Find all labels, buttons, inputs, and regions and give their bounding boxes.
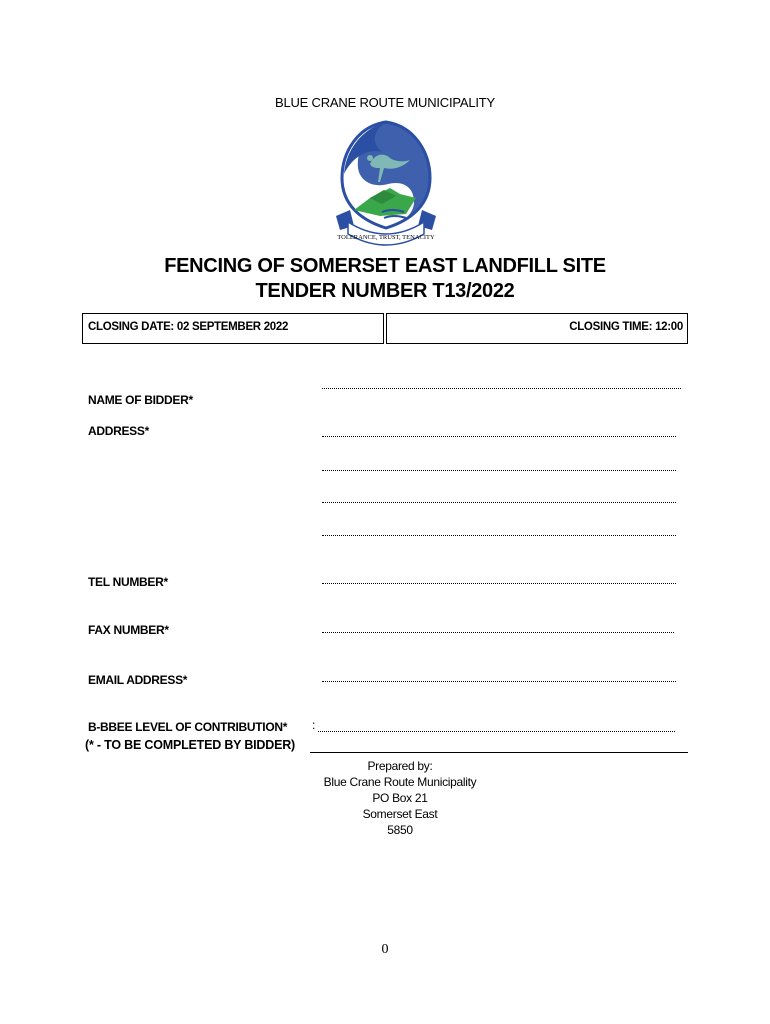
prepared-by-org: Blue Crane Route Municipality: [323, 775, 477, 789]
tender-title: FENCING OF SOMERSET EAST LANDFILL SITE: [164, 255, 606, 277]
closing-info-table: [82, 313, 688, 344]
municipality-logo: [330, 118, 442, 252]
address-line-3[interactable]: [322, 501, 676, 503]
required-note: (* - TO BE COMPLETED BY BIDDER): [85, 738, 296, 752]
divider-rule: [310, 752, 688, 753]
closing-date: CLOSING DATE: 02 SEPTEMBER 2022: [88, 321, 289, 333]
address-line-4[interactable]: [322, 534, 676, 536]
prepared-by-po-box: PO Box 21: [372, 791, 428, 805]
fax-number-label: FAX NUMBER*: [88, 623, 169, 637]
name-input-line[interactable]: [322, 387, 681, 389]
email-address-label: EMAIL ADDRESS*: [88, 673, 188, 687]
email-address-line[interactable]: [322, 680, 676, 682]
bbee-level-label: B-BBEE LEVEL OF CONTRIBUTION*: [88, 720, 288, 734]
address-line-1[interactable]: [322, 435, 676, 437]
name-of-bidder-label: NAME OF BIDDER*: [88, 393, 193, 407]
prepared-by-label: Prepared by:: [367, 759, 433, 773]
municipality-name: BLUE CRANE ROUTE MUNICIPALITY: [274, 95, 496, 110]
tel-number-label: TEL NUMBER*: [88, 575, 168, 589]
closing-date-cell: [82, 313, 384, 344]
svg-text:TOLERANCE, TRUST, TENACITY: TOLERANCE, TRUST, TENACITY: [337, 234, 435, 241]
prepared-by-block: [300, 758, 500, 838]
page-number: 0: [381, 942, 389, 957]
bbee-level-line[interactable]: [318, 730, 675, 732]
tender-number: TENDER NUMBER T13/2022: [255, 280, 515, 302]
prepared-by-postal-code: 5850: [387, 823, 413, 837]
closing-time: CLOSING TIME: 12:00: [569, 321, 683, 333]
closing-time-cell: [386, 313, 688, 344]
crest-icon: [330, 118, 442, 252]
prepared-by-town: Somerset East: [362, 807, 438, 821]
fax-number-line[interactable]: [322, 631, 674, 633]
bbee-colon: :: [312, 718, 316, 732]
address-label: ADDRESS*: [88, 424, 149, 438]
address-line-2[interactable]: [322, 469, 676, 471]
tel-number-line[interactable]: [322, 582, 676, 584]
